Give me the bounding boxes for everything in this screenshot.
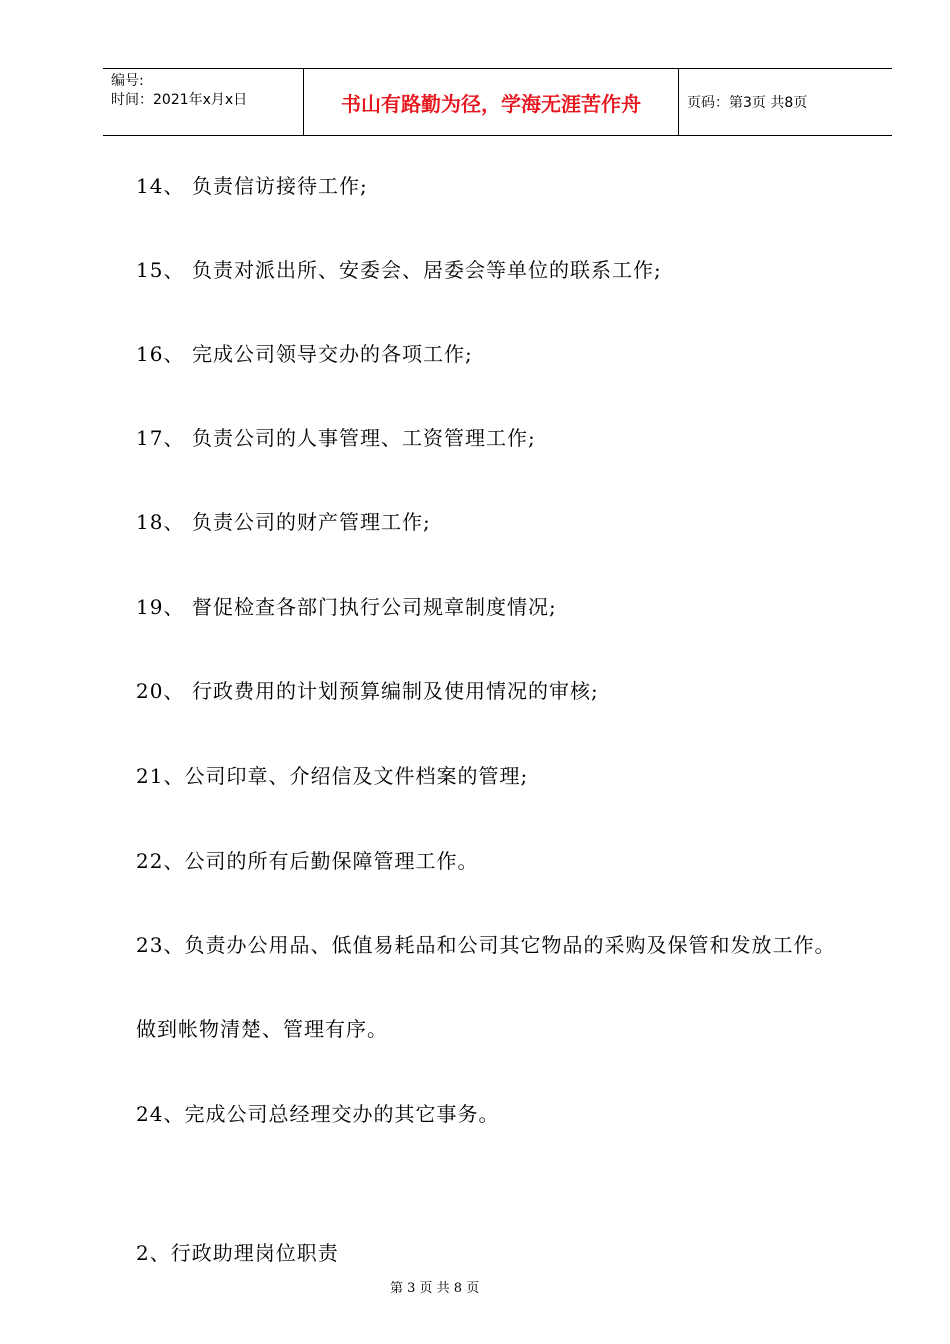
section-heading: [136, 1239, 339, 1267]
list-item-number: 19、: [136, 595, 185, 619]
list-item-number: 22、: [136, 849, 185, 873]
list-item-text: 督促检查各部门执行公司规章制度情况;: [192, 595, 557, 619]
list-item: [136, 256, 662, 284]
list-item-text: 负责办公用品、低值易耗品和公司其它物品的采购及保管和发放工作。: [184, 933, 836, 957]
list-item-number: 18、: [136, 510, 185, 534]
list-item-number: 20、: [136, 679, 185, 703]
header-motto: 书山有路勤为径，学海无涯苦作舟: [341, 92, 641, 116]
list-item: [136, 340, 473, 368]
list-item: [136, 593, 557, 621]
header-page-cell: [679, 69, 892, 135]
list-item-text: 完成公司总经理交办的其它事务。: [184, 1102, 500, 1126]
page-footer: 第 3 页 共 8 页: [390, 1281, 480, 1296]
list-item-text: 做到帐物清楚、管理有序。: [136, 1017, 388, 1041]
list-item-text: 公司的所有后勤保障管理工作。: [184, 849, 479, 873]
page-header: [103, 68, 892, 136]
list-item: [136, 931, 835, 959]
document-date-label: 时间：2021年x月x日: [111, 92, 248, 108]
list-item-number: 15、: [136, 258, 185, 282]
list-item-text: 负责公司的财产管理工作;: [192, 510, 431, 534]
list-item-number: 23、: [136, 933, 185, 957]
list-item-continuation: [136, 1015, 388, 1043]
list-item: [136, 172, 368, 200]
list-item: [136, 508, 431, 536]
list-item: [136, 847, 478, 875]
list-item-number: 16、: [136, 342, 185, 366]
list-item: [136, 1100, 499, 1128]
list-item-text: 公司印章、介绍信及文件档案的管理;: [184, 764, 529, 788]
list-item-text: 完成公司领导交办的各项工作;: [192, 342, 473, 366]
section-heading-text: 行政助理岗位职责: [170, 1241, 339, 1265]
section-number: 2、: [136, 1241, 171, 1265]
list-item-text: 行政费用的计划预算编制及使用情况的审核;: [192, 679, 599, 703]
list-item-number: 21、: [136, 764, 185, 788]
list-item-text: 负责公司的人事管理、工资管理工作;: [192, 426, 536, 450]
header-motto-cell: [304, 69, 679, 135]
list-item-number: 17、: [136, 426, 185, 450]
list-item-number: 24、: [136, 1102, 185, 1126]
header-page-number: 页码：第3页 共8页: [687, 95, 808, 111]
list-item-number: 14、: [136, 174, 185, 198]
document-number-label: 编号:: [111, 73, 144, 89]
list-item-text: 负责信访接待工作;: [192, 174, 368, 198]
list-item-text: 负责对派出所、安委会、居委会等单位的联系工作;: [192, 258, 662, 282]
list-item: [136, 677, 599, 705]
list-item: [136, 762, 528, 790]
header-info-cell: [103, 69, 304, 135]
list-item: [136, 424, 536, 452]
